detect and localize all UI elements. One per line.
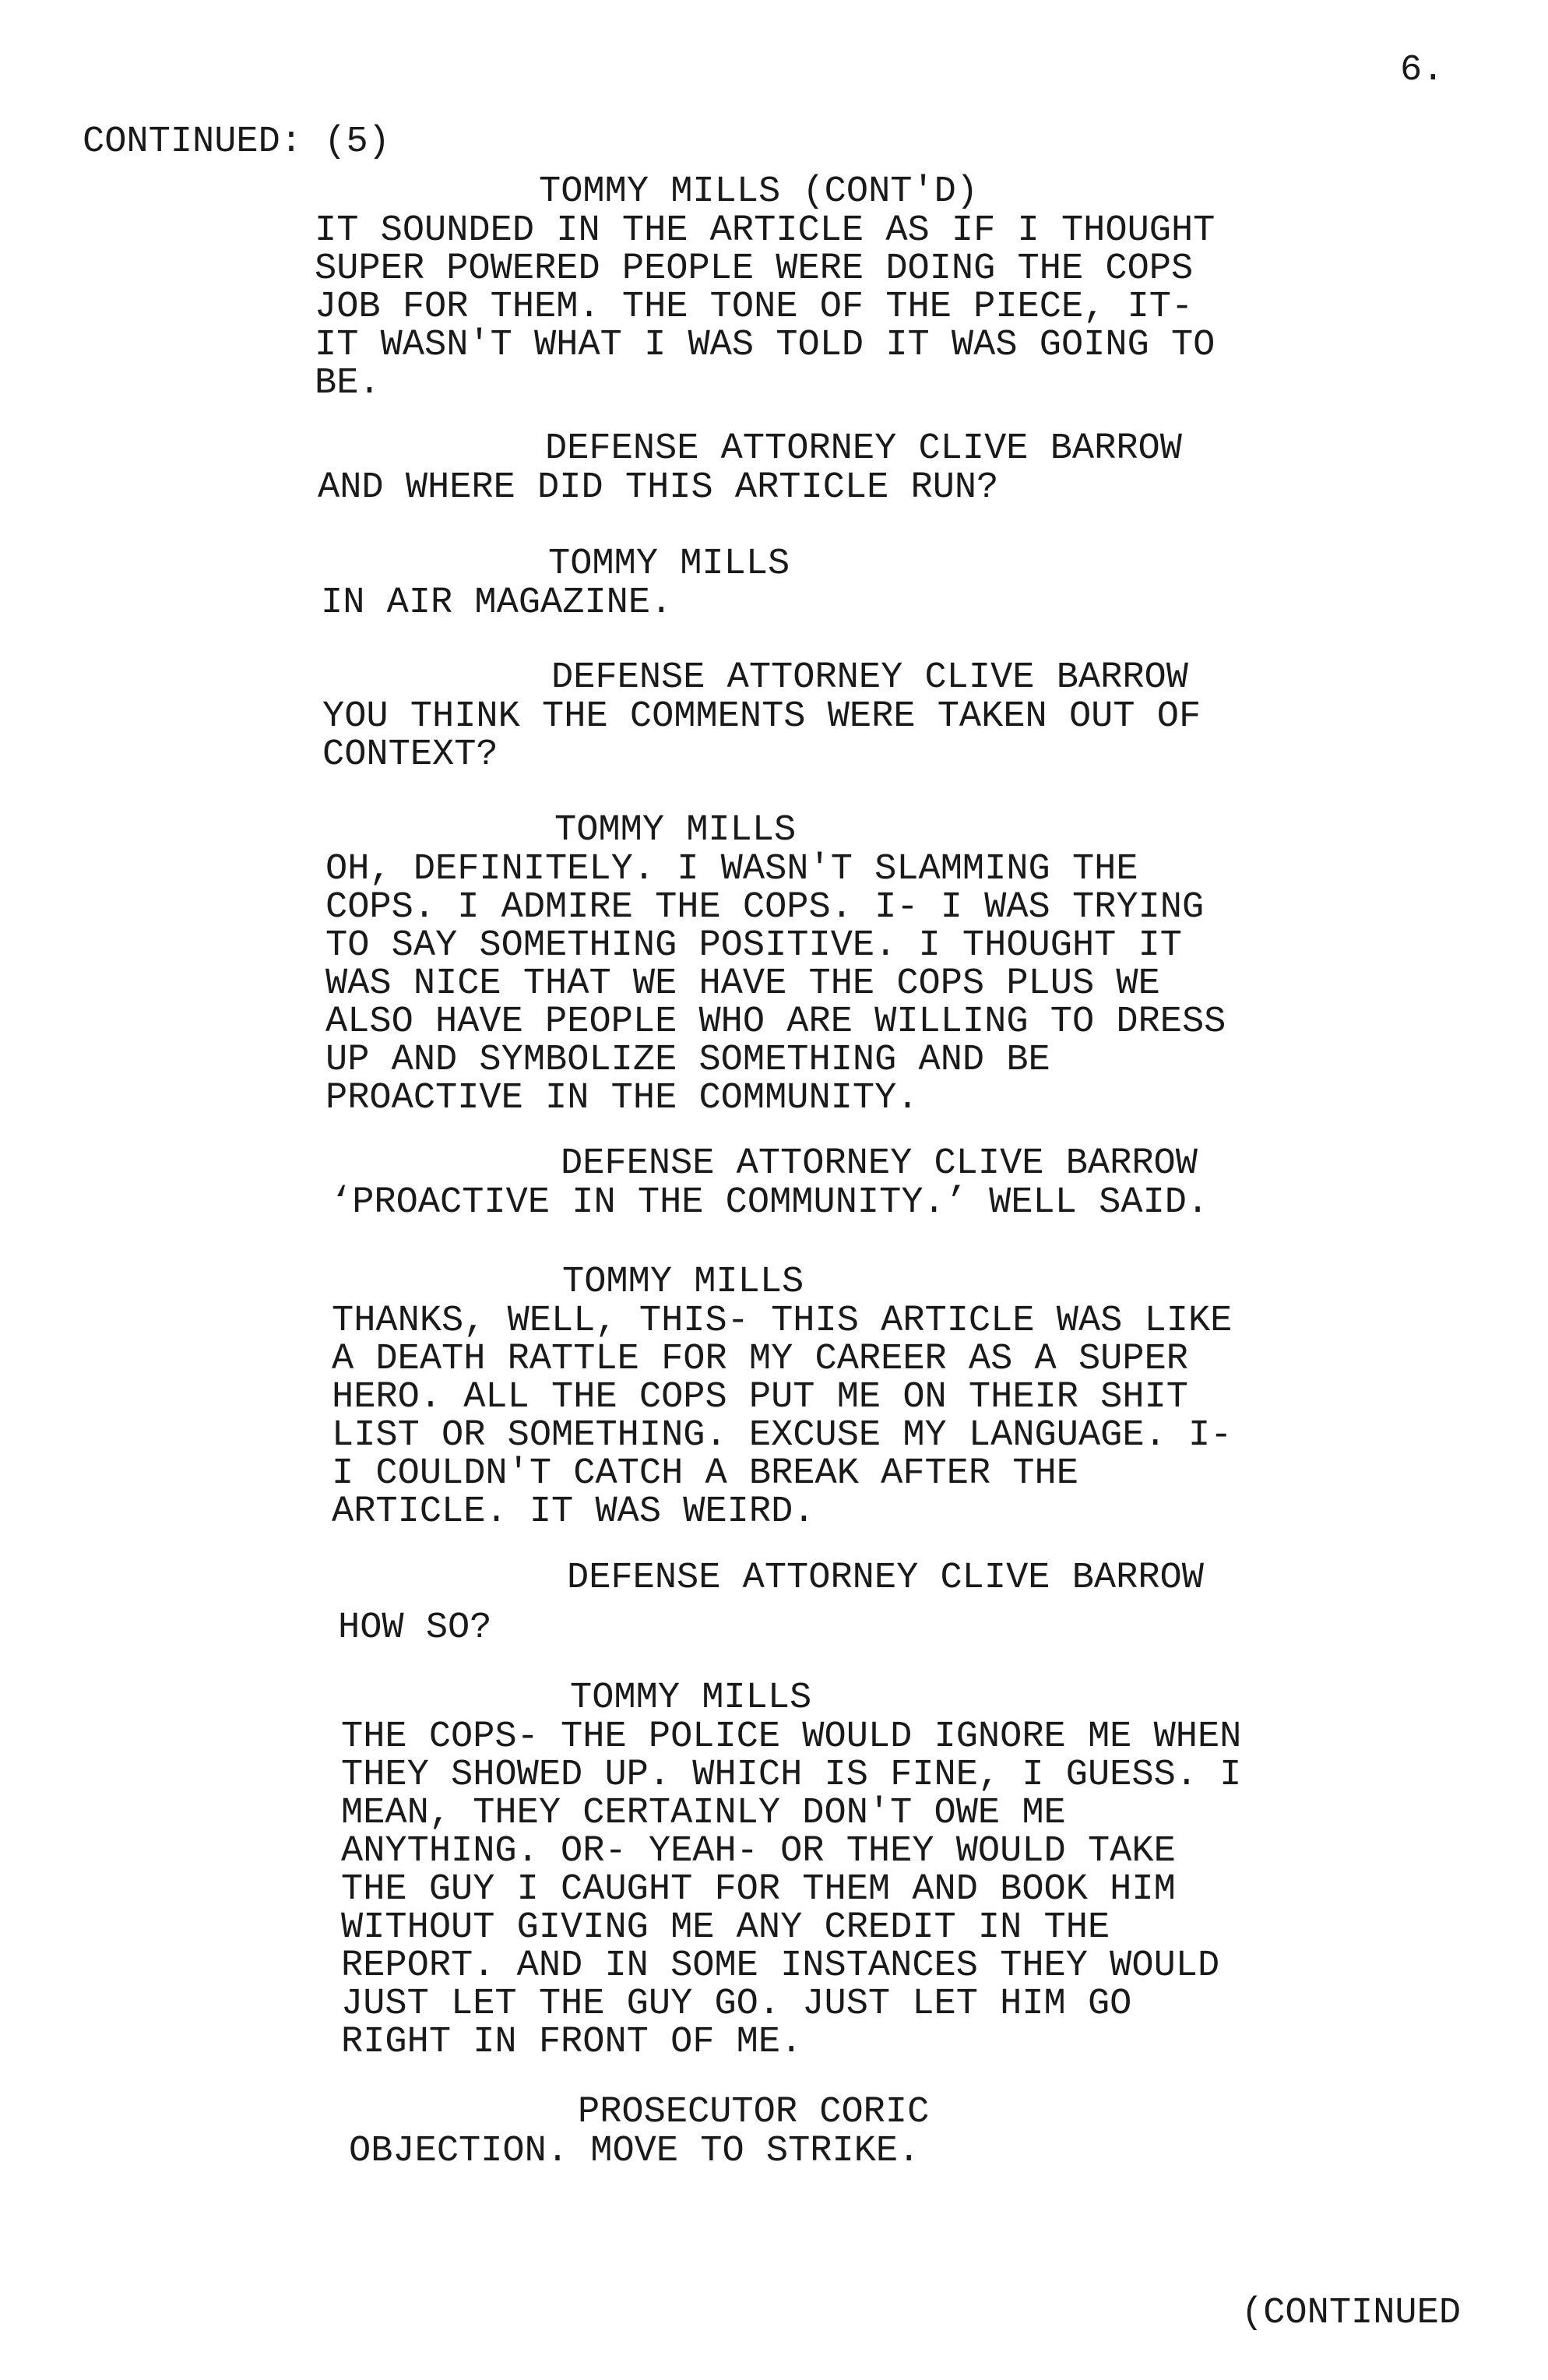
- dialogue-block-tommy-mills: [321, 545, 790, 622]
- dialogue-line: ANYTHING. OR- YEAH- OR THEY WOULD TAKE: [341, 1831, 1176, 1872]
- dialogue-line: PROACTIVE IN THE COMMUNITY.: [325, 1078, 919, 1119]
- speaker-name: PROSECUTOR CORIC: [578, 2092, 930, 2133]
- dialogue-block-defense-attorney: [322, 659, 1201, 774]
- dialogue-line: RIGHT IN FRONT OF ME.: [341, 2022, 803, 2063]
- dialogue-line: COPS. I ADMIRE THE COPS. I- I WAS TRYING: [325, 887, 1205, 928]
- dialogue-line: JOB FOR THEM. THE TONE OF THE PIECE, IT-: [315, 287, 1194, 328]
- dialogue-line: REPORT. AND IN SOME INSTANCES THEY WOULD: [341, 1945, 1220, 1987]
- speaker-name: DEFENSE ATTORNEY CLIVE BARROW: [561, 1143, 1198, 1185]
- dialogue-line: SUPER POWERED PEOPLE WERE DOING THE COPS: [315, 248, 1194, 290]
- dialogue-block-tommy-mills-contd: [315, 173, 1215, 403]
- dialogue-block-defense-attorney: [338, 1559, 1204, 1647]
- speaker-name: TOMMY MILLS (CONT'D): [539, 171, 979, 213]
- speaker-name: DEFENSE ATTORNEY CLIVE BARROW: [551, 657, 1188, 699]
- dialogue-line: THE GUY I CAUGHT FOR THEM AND BOOK HIM: [341, 1869, 1176, 1910]
- continued-header: CONTINUED: (5): [83, 121, 390, 163]
- dialogue-line: I COULDN'T CATCH A BREAK AFTER THE: [332, 1453, 1078, 1495]
- speaker-name: TOMMY MILLS: [548, 544, 790, 585]
- dialogue-line: AND WHERE DID THIS ARTICLE RUN?: [318, 467, 999, 509]
- dialogue-line: LIST OR SOMETHING. EXCUSE MY LANGUAGE. I-: [332, 1415, 1233, 1456]
- dialogue-block-defense-attorney: [318, 430, 1182, 507]
- dialogue-line: OBJECTION. MOVE TO STRIKE.: [349, 2131, 920, 2172]
- speaker-name: TOMMY MILLS: [554, 810, 797, 851]
- dialogue-line: YOU THINK THE COMMENTS WERE TAKEN OUT OF: [322, 696, 1201, 738]
- dialogue-block-tommy-mills: [325, 812, 1226, 1118]
- dialogue-line: HERO. ALL THE COPS PUT ME ON THEIR SHIT: [332, 1377, 1188, 1418]
- dialogue-block-tommy-mills: [341, 1679, 1241, 2061]
- dialogue-line: WAS NICE THAT WE HAVE THE COPS PLUS WE: [325, 963, 1160, 1005]
- dialogue-line: THEY SHOWED UP. WHICH IS FINE, I GUESS. I: [341, 1755, 1242, 1796]
- dialogue-line: ARTICLE. IT WAS WEIRD.: [332, 1491, 815, 1533]
- dialogue-line: THE COPS- THE POLICE WOULD IGNORE ME WHEN: [341, 1716, 1242, 1758]
- dialogue-line: IN AIR MAGAZINE.: [321, 583, 673, 624]
- dialogue-line: JUST LET THE GUY GO. JUST LET HIM GO: [341, 1984, 1132, 2025]
- dialogue-line: OH, DEFINITELY. I WASN'T SLAMMING THE: [325, 849, 1138, 890]
- dialogue-block-tommy-mills: [332, 1263, 1232, 1531]
- dialogue-line: A DEATH RATTLE FOR MY CAREER AS A SUPER: [332, 1339, 1188, 1380]
- dialogue-line: IT SOUNDED IN THE ARTICLE AS IF I THOUGHT: [315, 210, 1216, 252]
- dialogue-line: THANKS, WELL, THIS- THIS ARTICLE WAS LIKE: [332, 1301, 1233, 1342]
- speaker-name: TOMMY MILLS: [570, 1678, 812, 1719]
- dialogue-line: ALSO HAVE PEOPLE WHO ARE WILLING TO DRESS: [325, 1002, 1226, 1043]
- dialogue-line: ‘PROACTIVE IN THE COMMUNITY.’ WELL SAID.: [330, 1182, 1209, 1223]
- dialogue-line: TO SAY SOMETHING POSITIVE. I THOUGHT IT: [325, 925, 1182, 966]
- dialogue-block-defense-attorney: [330, 1145, 1208, 1222]
- continued-footer: (CONTINUED: [1241, 2293, 1462, 2334]
- dialogue-line: UP AND SYMBOLIZE SOMETHING AND BE: [325, 1040, 1050, 1081]
- dialogue-line: HOW SO?: [338, 1607, 492, 1649]
- speaker-name: DEFENSE ATTORNEY CLIVE BARROW: [545, 428, 1182, 470]
- dialogue-block-prosecutor-coric: [349, 2093, 929, 2171]
- speaker-name: DEFENSE ATTORNEY CLIVE BARROW: [567, 1558, 1204, 1599]
- page-number: 6.: [1400, 50, 1444, 91]
- dialogue-line: MEAN, THEY CERTAINLY DON'T OWE ME: [341, 1793, 1066, 1834]
- dialogue-line: BE.: [315, 363, 381, 404]
- dialogue-line: IT WASN'T WHAT I WAS TOLD IT WAS GOING TO: [315, 325, 1216, 366]
- dialogue-line: WITHOUT GIVING ME ANY CREDIT IN THE: [341, 1907, 1110, 1949]
- speaker-name: TOMMY MILLS: [562, 1262, 804, 1303]
- dialogue-line: CONTEXT?: [322, 734, 498, 776]
